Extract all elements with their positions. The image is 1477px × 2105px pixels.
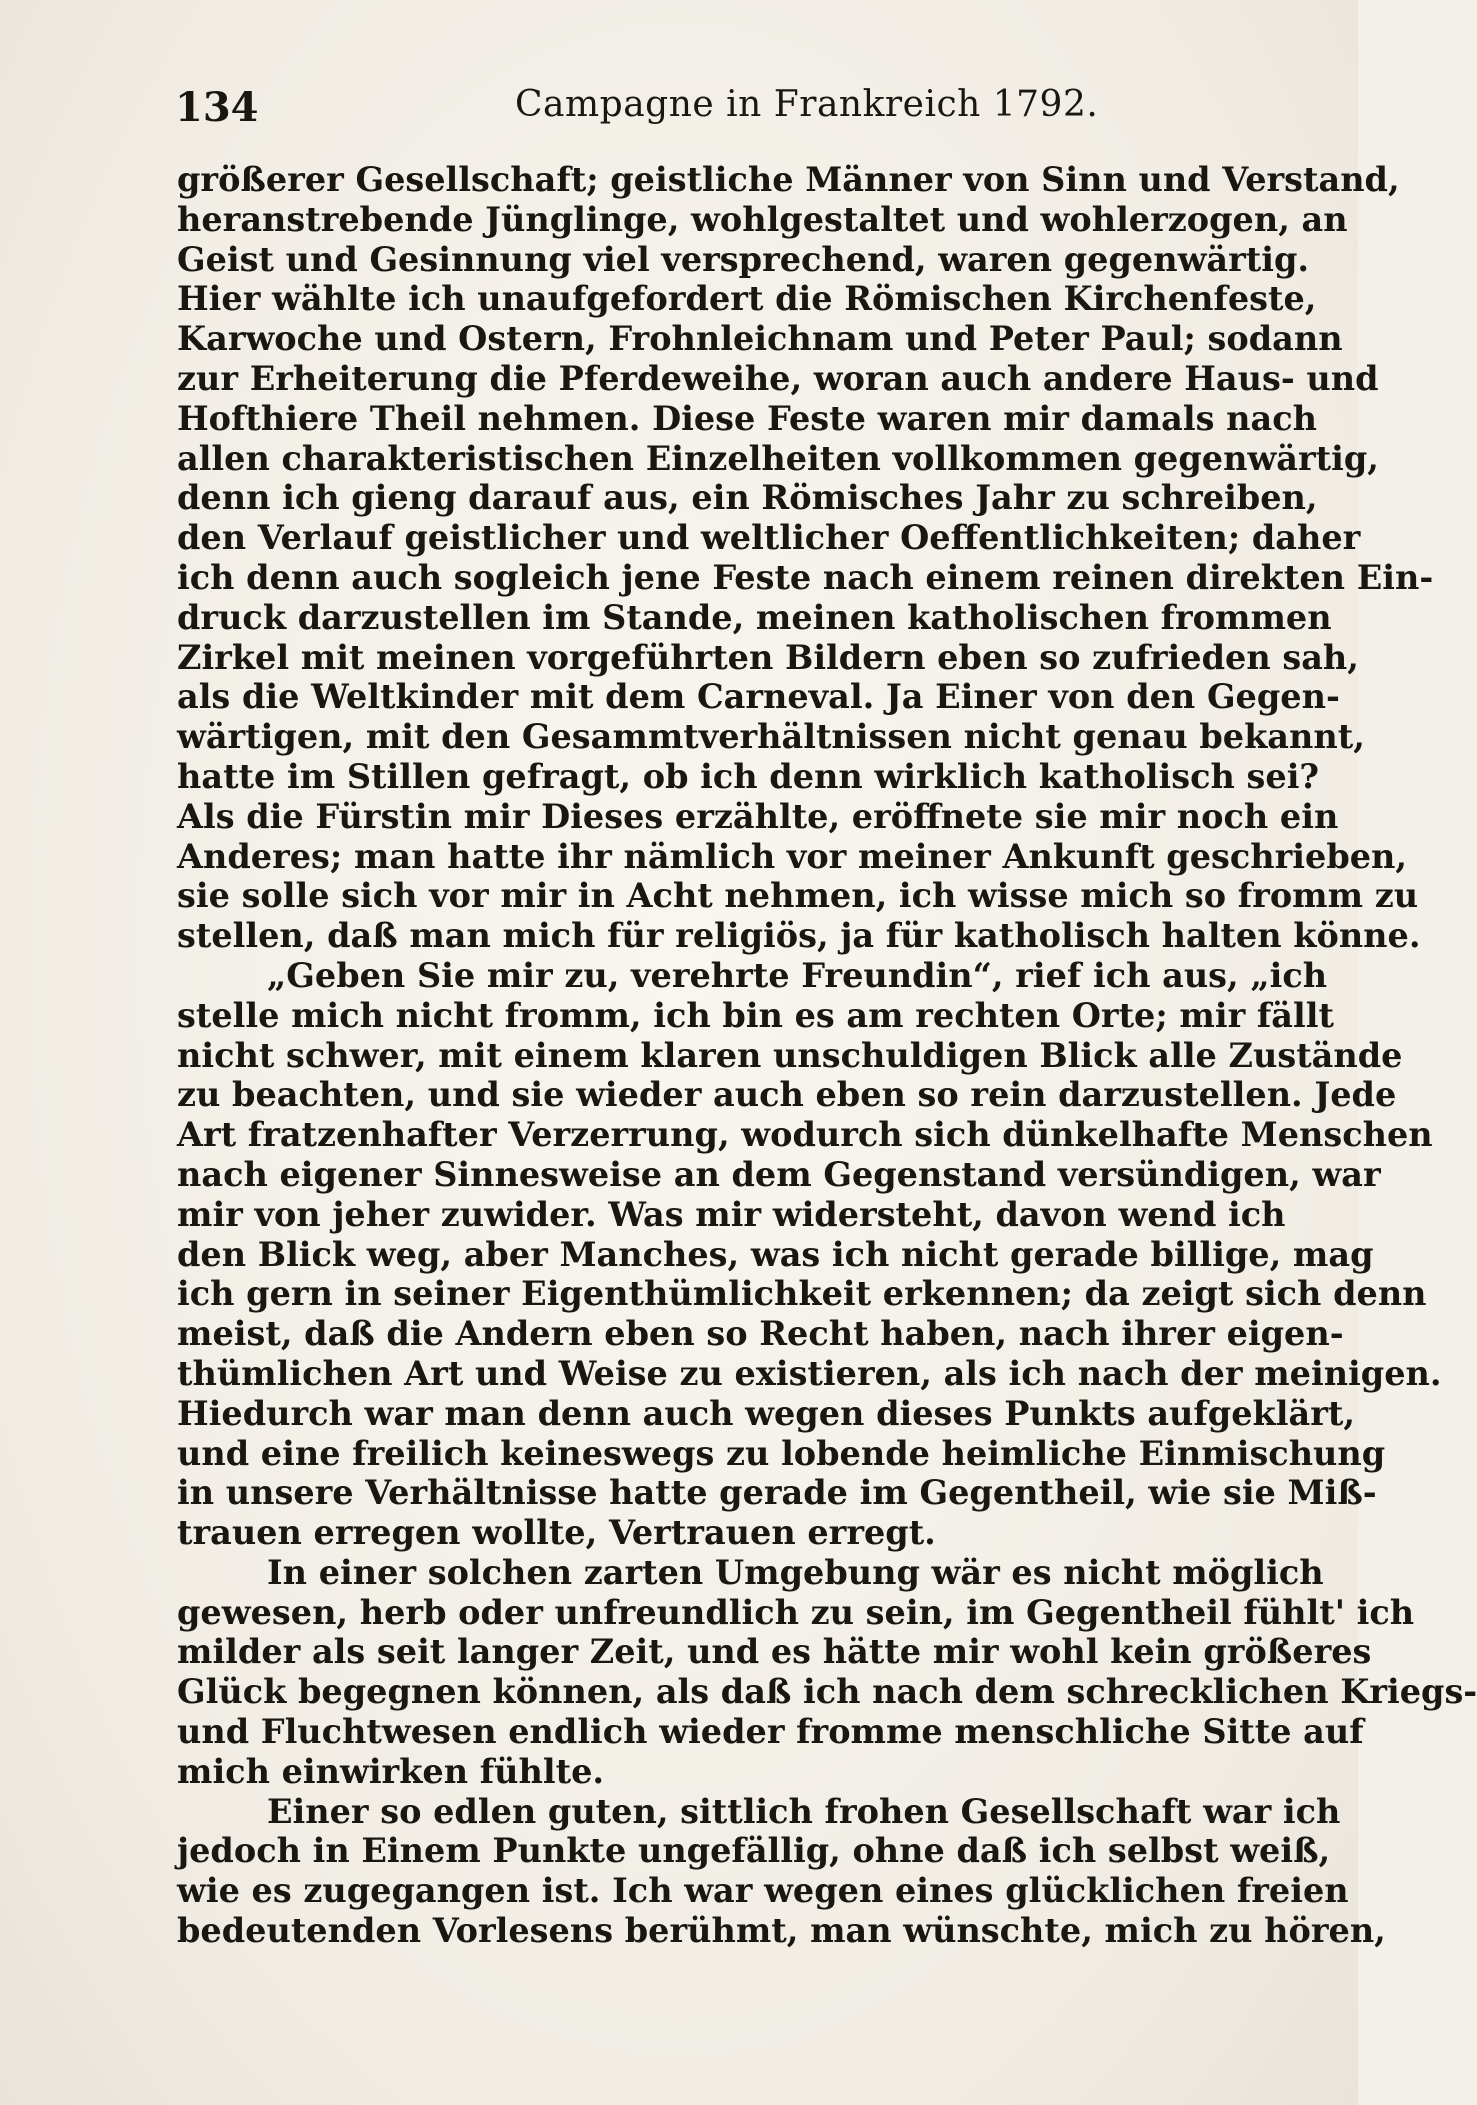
paragraph <box>177 1552 1477 1792</box>
text-line: mich einwirken fühlte. <box>177 1751 605 1791</box>
text-line: stellen, daß man mich für religiös, ja für katholisch halten könne. <box>177 916 1421 956</box>
text-line: und eine freilich keineswegs zu lobende heimliche Einmischung <box>177 1433 1386 1473</box>
text-line: den Blick weg, aber Manches, was ich nicht gerade billige, mag <box>177 1234 1374 1274</box>
text-line: druck darzustellen im Stande, meinen katholischen frommen <box>177 597 1332 637</box>
text-line: ich denn auch sogleich jene Feste nach einem reinen direkten Ein- <box>177 557 1434 597</box>
text-line: „Geben Sie mir zu, verehrte Freundin“, rief ich aus, „ich <box>267 955 1328 995</box>
text-line: gewesen, herb oder unfreundlich zu sein, im Gegentheil fühlt' ich <box>177 1592 1415 1632</box>
body-text <box>177 160 1477 1951</box>
text-line: nicht schwer, mit einem klaren unschuldigen Blick alle Zustände <box>177 1035 1403 1075</box>
text-line: denn ich gieng darauf aus, ein Römisches Jahr zu schreiben, <box>177 478 1318 518</box>
running-title: Campagne in Frankreich 1792. <box>515 84 1099 125</box>
text-line: Zirkel mit meinen vorgeführten Bildern eben so zufrieden sah, <box>177 637 1359 677</box>
text-line: wärtigen, mit den Gesammtverhältnissen nicht genau bekannt, <box>177 717 1365 757</box>
text-line: wie es zugegangen ist. Ich war wegen eines glücklichen freien <box>177 1871 1349 1911</box>
text-line: milder als seit langer Zeit, und es hätte mir wohl kein größeres <box>177 1632 1372 1672</box>
paragraph <box>177 160 1434 956</box>
text-line: zur Erheiterung die Pferdeweihe, woran auch andere Haus- und <box>177 358 1379 398</box>
text-line: Hier wählte ich unaufgefordert die Römischen Kirchenfeste, <box>177 279 1317 319</box>
text-line: größerer Gesellschaft; geistliche Männer von Sinn und Verstand, <box>177 160 1400 199</box>
text-line: meist, daß die Andern eben so Recht haben, nach ihrer eigen- <box>177 1314 1344 1354</box>
text-line: nach eigener Sinnesweise an dem Gegenstand versündigen, war <box>177 1154 1381 1194</box>
text-line: trauen erregen wollte, Vertrauen erregt. <box>177 1513 936 1553</box>
text-line: Geist und Gesinnung viel versprechend, waren gegenwärtig. <box>177 239 1310 279</box>
text-line: Als die Fürstin mir Dieses erzählte, eröffnete sie mir noch ein <box>177 796 1339 836</box>
text-line: zu beachten, und sie wieder auch eben so rein darzustellen. Jede <box>177 1075 1397 1115</box>
text-line: Glück begegnen können, als daß ich nach dem schrecklichen Kriegs- <box>177 1672 1477 1712</box>
text-line: den Verlauf geistlicher und weltlicher Oeffentlichkeiten; daher <box>177 518 1361 558</box>
text-line: Einer so edlen guten, sittlich frohen Gesellschaft war ich <box>267 1791 1341 1831</box>
text-line: hatte im Stillen gefragt, ob ich denn wirklich katholisch sei? <box>177 756 1320 796</box>
text-line: bedeutenden Vorlesens berühmt, man wünschte, mich zu hören, <box>177 1911 1386 1951</box>
page-number: 134 <box>175 84 259 131</box>
text-line: Anderes; man hatte ihr nämlich vor meiner Ankunft geschrieben, <box>177 836 1408 876</box>
paragraph <box>177 1791 1386 1951</box>
page-header <box>175 84 1175 144</box>
paragraph <box>177 955 1442 1553</box>
text-line: thümlichen Art und Weise zu existieren, als ich nach der meinigen. <box>177 1353 1442 1393</box>
text-line: Art fratzenhafter Verzerrung, wodurch sich dünkelhafte Menschen <box>177 1115 1433 1155</box>
text-line: allen charakteristischen Einzelheiten vollkommen gegenwärtig, <box>177 438 1379 478</box>
text-line: als die Weltkinder mit dem Carneval. Ja Einer von den Gegen- <box>177 677 1340 717</box>
text-line: Hiedurch war man denn auch wegen dieses Punkts aufgeklärt, <box>177 1393 1355 1433</box>
text-line: ich gern in seiner Eigenthümlichkeit erkennen; da zeigt sich denn <box>177 1274 1427 1314</box>
text-line: in unsere Verhältnisse hatte gerade im Gegentheil, wie sie Miß- <box>177 1473 1377 1513</box>
text-line: heranstrebende Jünglinge, wohlgestaltet und wohlerzogen, an <box>177 199 1348 239</box>
text-line: und Fluchtwesen endlich wieder fromme menschliche Sitte auf <box>177 1712 1364 1752</box>
text-line: mir von jeher zuwider. Was mir widersteht, davon wend ich <box>177 1194 1286 1234</box>
text-line: jedoch in Einem Punkte ungefällig, ohne daß ich selbst weiß, <box>177 1831 1331 1871</box>
text-line: stelle mich nicht fromm, ich bin es am rechten Orte; mir fällt <box>177 995 1334 1035</box>
text-line: Karwoche und Ostern, Frohnleichnam und Peter Paul; sodann <box>177 319 1343 359</box>
text-line: In einer solchen zarten Umgebung wär es nicht möglich <box>267 1552 1324 1592</box>
text-line: sie solle sich vor mir in Acht nehmen, ich wisse mich so fromm zu <box>177 876 1419 916</box>
text-line: Hofthiere Theil nehmen. Diese Feste waren mir damals nach <box>177 398 1317 438</box>
